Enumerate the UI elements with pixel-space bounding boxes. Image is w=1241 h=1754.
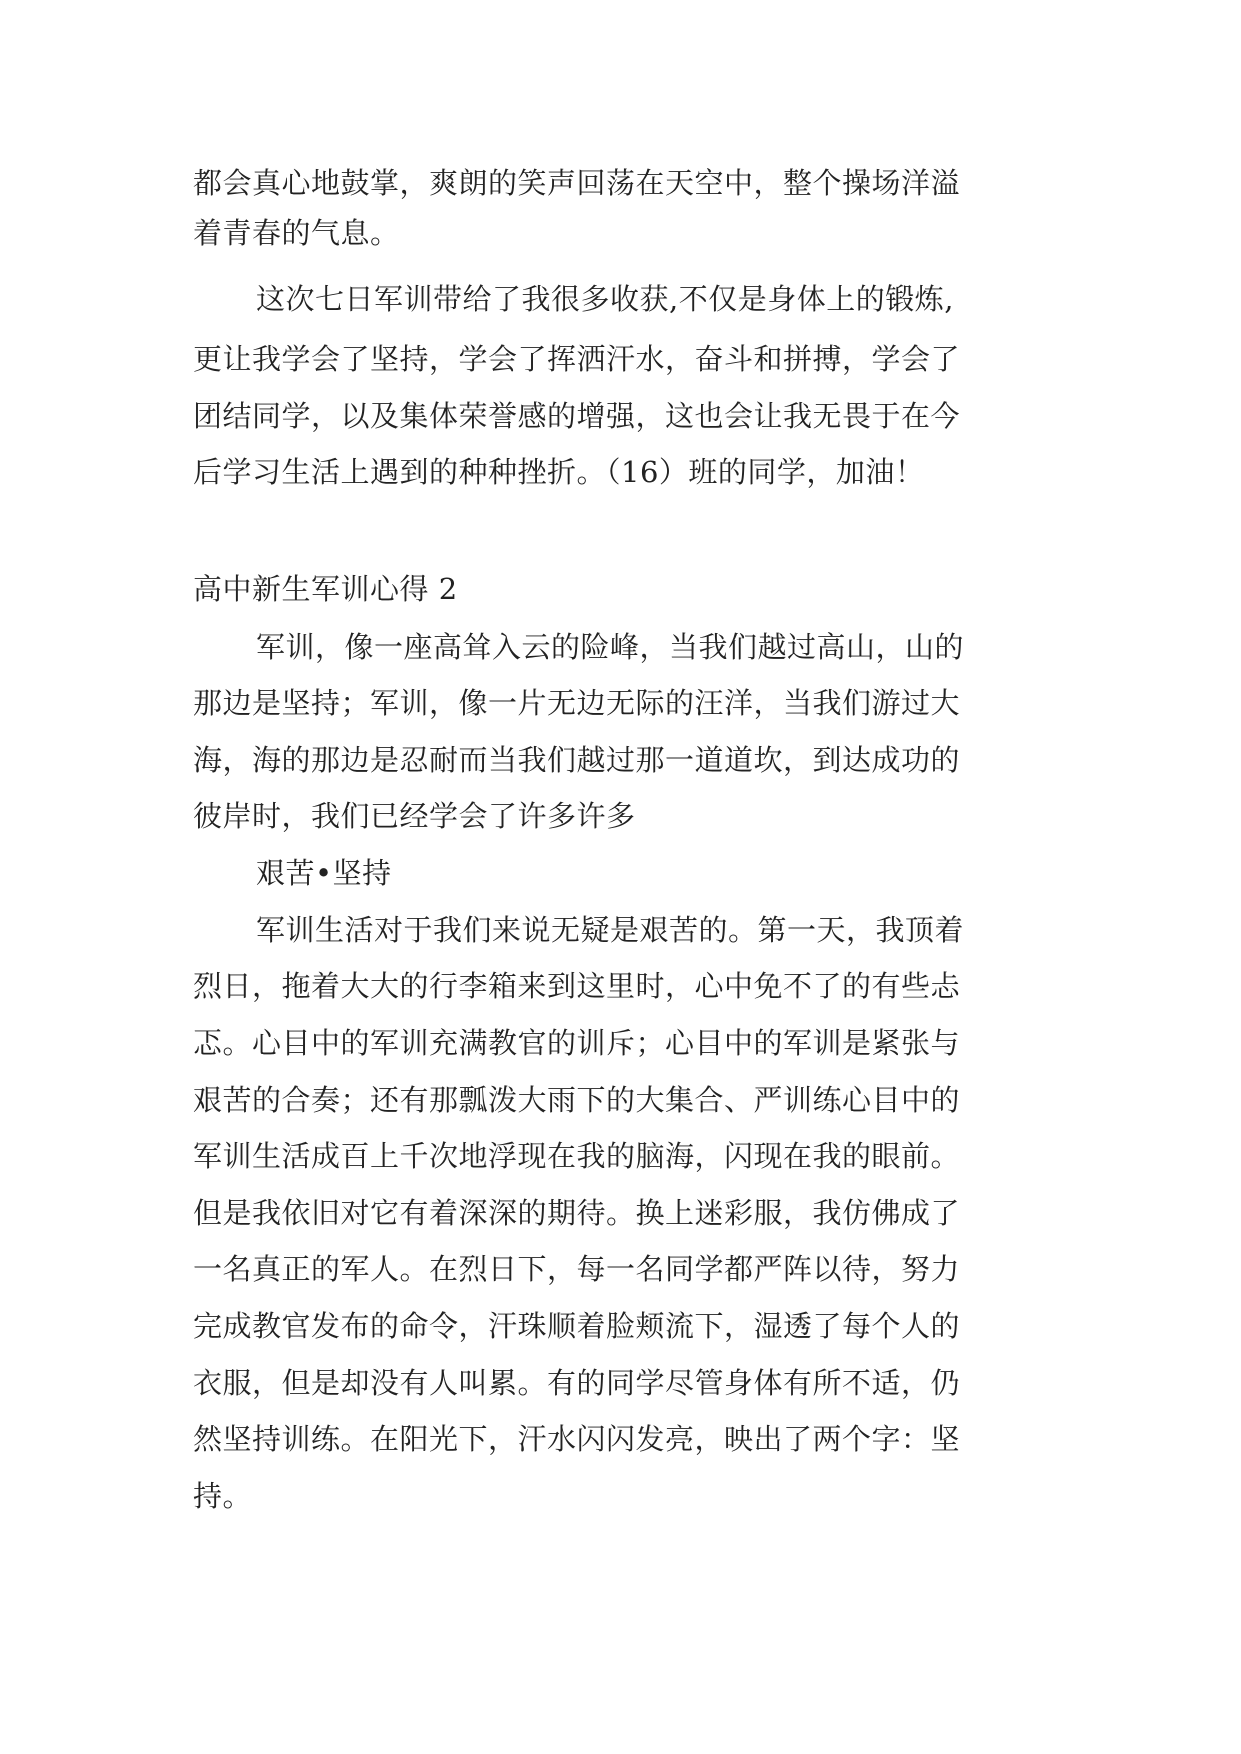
text-line: 军训，像一座高耸入云的险峰，当我们越过高山，山的	[256, 630, 965, 664]
text-line: 那边是坚持；军训，像一片无边无际的汪洋，当我们游过大	[193, 686, 961, 720]
text-line: 都会真心地鼓掌，爽朗的笑声回荡在天空中，整个操场洋溢	[193, 166, 961, 200]
subheading: 艰苦•坚持	[256, 856, 392, 890]
text-line: 一名真正的军人。在烈日下，每一名同学都严阵以待，努力	[193, 1252, 961, 1286]
text-line: 衣服，但是却没有人叫累。有的同学尽管身体有所不适，仍	[193, 1366, 961, 1400]
text-line: 彼岸时，我们已经学会了许多许多	[193, 799, 636, 833]
text-line: 烈日，拖着大大的行李箱来到这里时，心中免不了的有些忐	[193, 969, 961, 1003]
text-line: 更让我学会了坚持，学会了挥洒汗水，奋斗和拼搏，学会了	[193, 342, 961, 376]
text-line: 忑。心目中的军训充满教官的训斥；心目中的军训是紧张与	[193, 1026, 961, 1060]
text-line: 但是我依旧对它有着深深的期待。换上迷彩服，我仿佛成了	[193, 1196, 961, 1230]
text-line: 后学习生活上遇到的种种挫折。（16）班的同学，加油！	[193, 455, 925, 489]
text-line: 完成教官发布的命令，汗珠顺着脸颊流下，湿透了每个人的	[193, 1309, 961, 1343]
text-line: 然坚持训练。在阳光下，汗水闪闪发亮，映出了两个字：坚	[193, 1422, 961, 1456]
text-line: 持。	[193, 1479, 253, 1513]
text-line: 海，海的那边是忍耐而当我们越过那一道道坎，到达成功的	[193, 743, 961, 777]
text-line: 军训生活对于我们来说无疑是艰苦的。第一天，我顶着	[256, 913, 965, 947]
text-line: 这次七日军训带给了我很多收获,不仅是身体上的锻炼,	[256, 282, 954, 316]
text-line: 军训生活成百上千次地浮现在我的脑海，闪现在我的眼前。	[193, 1139, 961, 1173]
text-line: 团结同学，以及集体荣誉感的增强，这也会让我无畏于在今	[193, 399, 961, 433]
section-heading: 高中新生军训心得 2	[193, 572, 458, 606]
text-line: 艰苦的合奏；还有那瓢泼大雨下的大集合、严训练心目中的	[193, 1083, 961, 1117]
text-line: 着青春的气息。	[193, 216, 400, 250]
